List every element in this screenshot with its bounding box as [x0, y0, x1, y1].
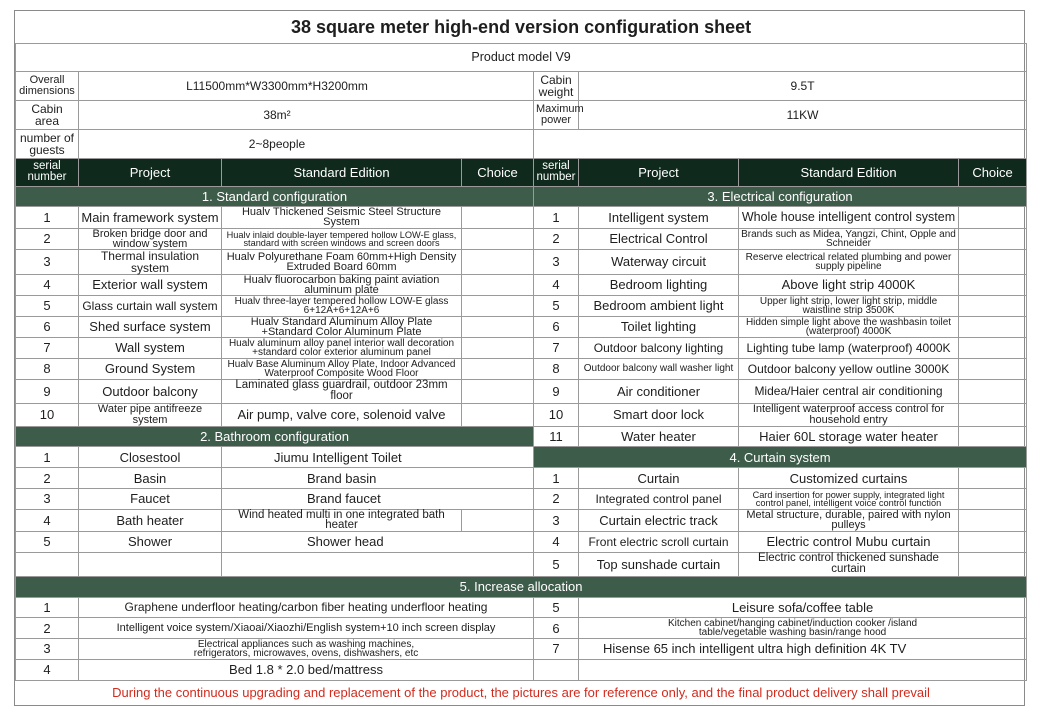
bath-serial: 2 [16, 468, 79, 489]
header-choice-left: Choice [462, 158, 534, 186]
inc-serial-left: 1 [16, 597, 79, 618]
elec-choice[interactable] [959, 249, 1027, 274]
bath-empty-project [79, 552, 222, 576]
inc-serial-right: 5 [534, 597, 579, 618]
inc-serial-right: 6 [534, 618, 579, 639]
std-project: Shed surface system [79, 316, 222, 337]
area-value: 38m² [79, 100, 534, 129]
elec-project: Outdoor balcony lighting [579, 337, 739, 358]
elec-project: Air conditioner [579, 379, 739, 403]
elec-choice[interactable] [959, 274, 1027, 295]
std-serial: 8 [16, 358, 79, 379]
std-project: Water pipe antifreeze system [79, 403, 222, 426]
header-serial-left: serial number [16, 158, 79, 186]
bath-serial: 4 [16, 509, 79, 531]
std-project: Glass curtain wall system [79, 295, 222, 316]
inc-item-right [579, 659, 1027, 680]
std-choice[interactable] [462, 316, 534, 337]
elec-edition: Reserve electrical related plumbing and power supply pipeline [739, 249, 959, 274]
bath-edition: Wind heated multi in one integrated bath heater [222, 509, 462, 531]
std-choice[interactable] [462, 295, 534, 316]
elec-edition: Upper light strip, lower light strip, middle waistline strip 3500K [739, 295, 959, 316]
elec-project: Smart door lock [579, 403, 739, 426]
inc-serial-right [534, 659, 579, 680]
std-project: Outdoor balcony [79, 379, 222, 403]
elec-edition: Intelligent waterproof access control for household entry [739, 403, 959, 426]
elec-edition: Outdoor balcony yellow outline 3000K [739, 358, 959, 379]
bath-serial: 1 [16, 447, 79, 468]
section-electrical: 3. Electrical configuration [534, 186, 1027, 207]
curtain-choice[interactable] [959, 488, 1027, 509]
elec-choice[interactable] [959, 358, 1027, 379]
curtain-project: Top sunshade curtain [579, 552, 739, 576]
dimensions-value: L11500mm*W3300mm*H3200mm [79, 71, 534, 100]
curtain-edition: Card insertion for power supply, integrated light control panel, intelligent voice control function [739, 488, 959, 509]
guests-label: number of guests [16, 129, 79, 158]
inc-serial-right: 7 [534, 639, 579, 660]
section-curtain: 4. Curtain system [534, 447, 1027, 468]
header-standard-left: Standard Edition [222, 158, 462, 186]
std-edition: Hualv Standard Aluminum Alloy Plate +Standard Color Aluminum Plate [222, 316, 462, 337]
bath-edition: Brand basin [222, 468, 534, 489]
std-project: Broken bridge door and window system [79, 228, 222, 249]
header-serial-right: serial number [534, 158, 579, 186]
curtain-edition: Metal structure, durable, paired with nylon pulleys [739, 509, 959, 531]
bath-serial: 5 [16, 531, 79, 552]
section-increase: 5. Increase allocation [16, 576, 1027, 597]
elec-choice[interactable] [959, 379, 1027, 403]
std-serial: 4 [16, 274, 79, 295]
elec-edition: Hidden simple light above the washbasin toilet (waterproof) 4000K [739, 316, 959, 337]
curtain-choice[interactable] [959, 531, 1027, 552]
elec-serial: 3 [534, 249, 579, 274]
inc-item-right: Leisure sofa/coffee table [579, 597, 1027, 618]
curtain-serial: 1 [534, 468, 579, 489]
std-edition: Hualv three-layer tempered hollow LOW-E glass 6+12A+6+12A+6 [222, 295, 462, 316]
elec-project: Waterway circuit [579, 249, 739, 274]
elec-project: Bedroom ambient light [579, 295, 739, 316]
elec-edition: Midea/Haier central air conditioning [739, 379, 959, 403]
header-project-right: Project [579, 158, 739, 186]
inc-item-left: Intelligent voice system/Xiaoai/Xiaozhi/English system+10 inch screen display [79, 618, 534, 639]
elec-serial: 10 [534, 403, 579, 426]
curtain-choice[interactable] [959, 468, 1027, 489]
inc-item-right: Kitchen cabinet/hanging cabinet/induction cooker /island table/vegetable washing basin/range hood [579, 618, 1027, 639]
std-serial: 9 [16, 379, 79, 403]
elec-project: Intelligent system [579, 207, 739, 228]
elec-project: Water heater [579, 426, 739, 447]
bath-project: Bath heater [79, 509, 222, 531]
std-edition: Hualv aluminum alloy panel interior wall decoration +standard color exterior aluminum panel [222, 337, 462, 358]
dimensions-label: Overall dimensions [16, 71, 79, 100]
inc-serial-left: 2 [16, 618, 79, 639]
bath-choice[interactable] [462, 509, 534, 531]
elec-choice[interactable] [959, 228, 1027, 249]
elec-choice[interactable] [959, 207, 1027, 228]
inc-item-left: Graphene underfloor heating/carbon fiber heating underfloor heating [79, 597, 534, 618]
curtain-choice[interactable] [959, 552, 1027, 576]
weight-label: Cabin weight [534, 71, 579, 100]
std-serial: 5 [16, 295, 79, 316]
std-choice[interactable] [462, 249, 534, 274]
inc-serial-left: 3 [16, 639, 79, 660]
elec-edition: Whole house intelligent control system [739, 207, 959, 228]
elec-serial: 9 [534, 379, 579, 403]
std-choice[interactable] [462, 274, 534, 295]
std-serial: 3 [16, 249, 79, 274]
elec-serial: 7 [534, 337, 579, 358]
power-label: Maximum power [534, 100, 579, 129]
elec-serial: 2 [534, 228, 579, 249]
bath-edition: Brand faucet [222, 488, 534, 509]
bath-edition: Jiumu Intelligent Toilet [222, 447, 534, 468]
elec-choice[interactable] [959, 426, 1027, 447]
elec-project: Toilet lighting [579, 316, 739, 337]
config-table [15, 11, 1027, 705]
section-bathroom: 2. Bathroom configuration [16, 426, 534, 447]
header-project-left: Project [79, 158, 222, 186]
bath-edition: Shower head [222, 531, 534, 552]
curtain-serial: 2 [534, 488, 579, 509]
bath-empty-edition [222, 552, 534, 576]
std-serial: 10 [16, 403, 79, 426]
curtain-serial: 5 [534, 552, 579, 576]
bath-project: Basin [79, 468, 222, 489]
inc-item-right: Hisense 65 inch intelligent ultra high definition 4K TV [579, 639, 1027, 660]
curtain-project: Curtain electric track [579, 509, 739, 531]
elec-choice[interactable] [959, 337, 1027, 358]
std-edition: Hualv Thickened Seismic Steel Structure System [222, 207, 462, 228]
std-project: Ground System [79, 358, 222, 379]
curtain-edition: Electric control Mubu curtain [739, 531, 959, 552]
area-label: Cabin area [16, 100, 79, 129]
curtain-choice[interactable] [959, 509, 1027, 531]
std-edition: Hualv Polyurethane Foam 60mm+High Density Extruded Board 60mm [222, 249, 462, 274]
header-standard-right: Standard Edition [739, 158, 959, 186]
elec-serial: 8 [534, 358, 579, 379]
elec-project: Outdoor balcony wall washer light [579, 358, 739, 379]
std-serial: 6 [16, 316, 79, 337]
std-choice[interactable] [462, 379, 534, 403]
configuration-sheet [14, 10, 1025, 706]
inc-item-left: Electrical appliances such as washing machines, refrigerators, microwaves, ovens, dishwashers, etc [79, 639, 534, 660]
bath-project: Faucet [79, 488, 222, 509]
page-title: 38 square meter high-end version configuration sheet [16, 11, 1027, 43]
elec-serial: 4 [534, 274, 579, 295]
std-choice[interactable] [462, 207, 534, 228]
elec-edition: Above light strip 4000K [739, 274, 959, 295]
std-choice[interactable] [462, 228, 534, 249]
curtain-project: Front electric scroll curtain [579, 531, 739, 552]
bath-serial: 3 [16, 488, 79, 509]
elec-edition: Haier 60L storage water heater [739, 426, 959, 447]
std-project: Exterior wall system [79, 274, 222, 295]
guests-value: 2~8people [79, 129, 534, 158]
footer-note: During the continuous upgrading and replacement of the product, the pictures are for reference only, and the final product delivery shall prevail [16, 680, 1027, 705]
std-edition: Air pump, valve core, solenoid valve [222, 403, 462, 426]
elec-edition: Lighting tube lamp (waterproof) 4000K [739, 337, 959, 358]
elec-choice[interactable] [959, 316, 1027, 337]
std-choice[interactable] [462, 337, 534, 358]
header-choice-right: Choice [959, 158, 1027, 186]
curtain-project: Curtain [579, 468, 739, 489]
elec-serial: 11 [534, 426, 579, 447]
elec-serial: 1 [534, 207, 579, 228]
std-serial: 2 [16, 228, 79, 249]
curtain-edition: Customized curtains [739, 468, 959, 489]
elec-serial: 5 [534, 295, 579, 316]
std-choice[interactable] [462, 403, 534, 426]
curtain-edition: Electric control thickened sunshade curtain [739, 552, 959, 576]
curtain-serial: 4 [534, 531, 579, 552]
std-serial: 1 [16, 207, 79, 228]
inc-item-left: Bed 1.8 * 2.0 bed/mattress [79, 659, 534, 680]
std-edition: Laminated glass guardrail, outdoor 23mm floor [222, 379, 462, 403]
bath-project: Shower [79, 531, 222, 552]
std-edition: Hualv inlaid double-layer tempered hollow LOW-E glass, standard with screen windows and screen doors [222, 228, 462, 249]
curtain-project: Integrated control panel [579, 488, 739, 509]
curtain-serial: 3 [534, 509, 579, 531]
section-standard: 1. Standard configuration [16, 186, 534, 207]
elec-project: Electrical Control [579, 228, 739, 249]
elec-edition: Brands such as Midea, Yangzi, Chint, Opple and Schneider [739, 228, 959, 249]
elec-serial: 6 [534, 316, 579, 337]
bath-empty-serial [16, 552, 79, 576]
weight-value: 9.5T [579, 71, 1027, 100]
std-edition: Hualv Base Aluminum Alloy Plate, Indoor Advanced Waterproof Composite Wood Floor [222, 358, 462, 379]
elec-project: Bedroom lighting [579, 274, 739, 295]
std-edition: Hualv fluorocarbon baking paint aviation aluminum plate [222, 274, 462, 295]
guests-empty-cell [534, 129, 1027, 158]
product-model: Product model V9 [16, 43, 1027, 71]
std-choice[interactable] [462, 358, 534, 379]
inc-serial-left: 4 [16, 659, 79, 680]
elec-choice[interactable] [959, 295, 1027, 316]
std-project: Main framework system [79, 207, 222, 228]
std-project: Wall system [79, 337, 222, 358]
std-serial: 7 [16, 337, 79, 358]
std-project: Thermal insulation system [79, 249, 222, 274]
power-value: 11KW [579, 100, 1027, 129]
elec-choice[interactable] [959, 403, 1027, 426]
bath-project: Closestool [79, 447, 222, 468]
